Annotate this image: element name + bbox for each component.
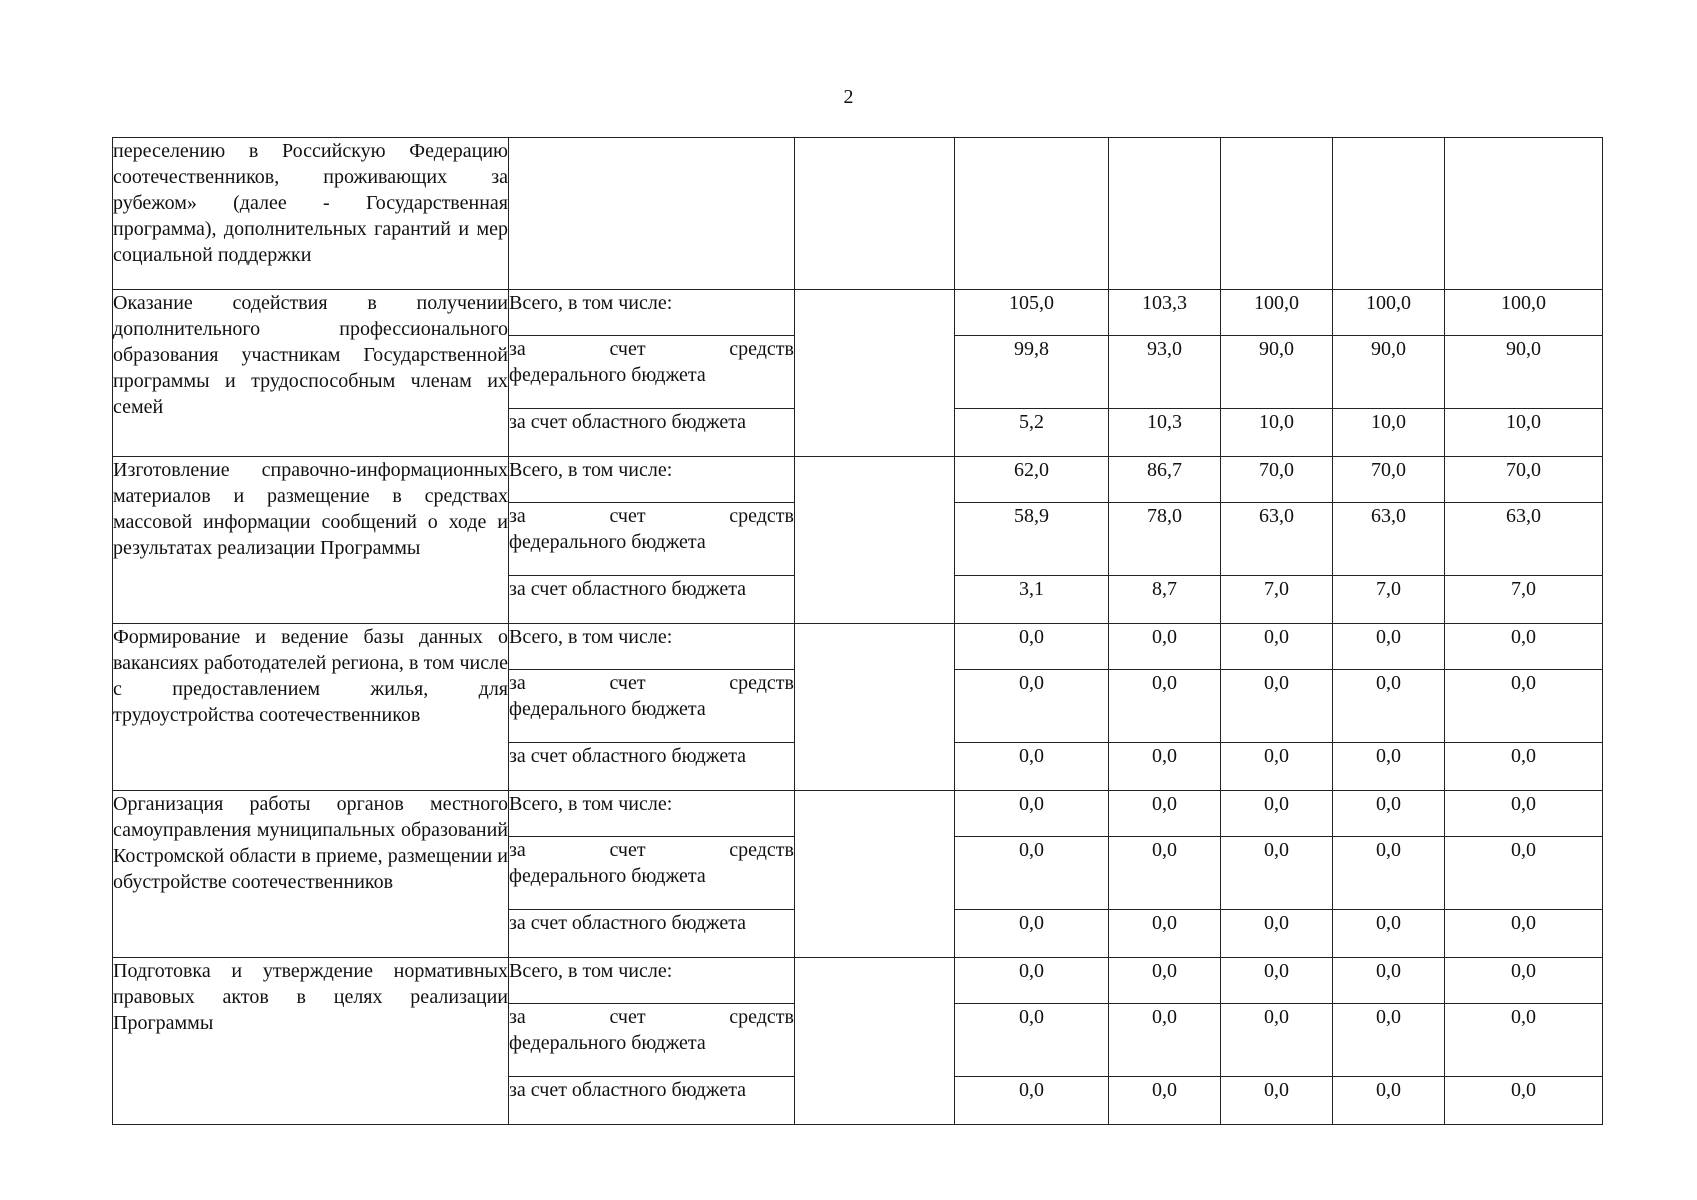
value-cell-federal: 0,0	[955, 837, 1109, 910]
table-row-total	[113, 624, 1603, 670]
table-body	[113, 138, 1603, 1125]
federal-label-word: за	[509, 672, 526, 694]
value-cell-regional: 0,0	[1221, 1077, 1333, 1125]
value-cell-regional: 10,0	[1445, 409, 1603, 457]
source-label-regional: за счет областного бюджета	[509, 743, 795, 791]
value-cell-regional: 0,0	[1333, 1077, 1445, 1125]
value-cell-regional: 0,0	[955, 1077, 1109, 1125]
federal-label-word: за	[509, 505, 526, 527]
value-cell-federal: 63,0	[1333, 503, 1445, 576]
federal-label-word: средств	[729, 672, 794, 694]
table-row-total	[113, 457, 1603, 503]
federal-label-word: средств	[729, 1006, 794, 1028]
value-cell-federal: 0,0	[955, 670, 1109, 743]
federal-label-line2: федерального бюджета	[509, 1032, 706, 1054]
value-cell-federal: 58,9	[955, 503, 1109, 576]
federal-label-word: средств	[729, 839, 794, 861]
value-cell-regional: 0,0	[955, 910, 1109, 958]
value-cell-total: 0,0	[1221, 958, 1333, 1004]
value-cell-regional: 0,0	[1445, 743, 1603, 791]
value-cell-federal: 63,0	[1445, 503, 1603, 576]
activity-description-cell: Организация работы органов местного самоуправления муниципальных образований Костромской области в приеме, размещении и обустройстве соотечественников	[113, 791, 509, 958]
value-cell-federal: 63,0	[1221, 503, 1333, 576]
value-cell-federal: 0,0	[1221, 670, 1333, 743]
value-cell-regional: 0,0	[1109, 1077, 1221, 1125]
source-label-total: Всего, в том числе:	[509, 290, 795, 336]
value-cell-total: 100,0	[1333, 290, 1445, 336]
value-cell-federal: 0,0	[1445, 670, 1603, 743]
value-cell-regional: 7,0	[1333, 576, 1445, 624]
value-cell-federal: 0,0	[1333, 670, 1445, 743]
empty-cell	[795, 958, 955, 1125]
value-cell-regional: 0,0	[1109, 910, 1221, 958]
value-cell-total: 0,0	[1109, 791, 1221, 837]
value-cell-federal: 90,0	[1333, 336, 1445, 409]
value-cell-regional: 0,0	[1109, 743, 1221, 791]
value-cell-total: 86,7	[1109, 457, 1221, 503]
empty-cell	[795, 138, 955, 290]
empty-cell	[1109, 138, 1221, 290]
value-cell-federal: 0,0	[1445, 1004, 1603, 1077]
federal-label-line2: федерального бюджета	[509, 865, 706, 887]
activity-description-cell: Оказание содействия в получении дополнительного профессионального образования участникам Государственной программы и трудоспособным членам их семей	[113, 290, 509, 457]
continued-description-cell: переселению в Российскую Федерацию соотечественников, проживающих за рубежом» (далее - Государственная программа), дополнительных гарантий и мер социальной поддержки	[113, 138, 509, 290]
value-cell-total: 0,0	[1333, 624, 1445, 670]
source-label-regional: за счет областного бюджета	[509, 1077, 795, 1125]
source-label-federal	[509, 670, 795, 743]
federal-label-word: счет	[609, 839, 646, 861]
page-number: 2	[843, 86, 854, 108]
value-cell-federal: 78,0	[1109, 503, 1221, 576]
value-cell-regional: 0,0	[1333, 743, 1445, 791]
value-cell-regional: 0,0	[1445, 910, 1603, 958]
empty-cell	[1221, 138, 1333, 290]
federal-label-word: средств	[729, 505, 794, 527]
value-cell-regional: 7,0	[1221, 576, 1333, 624]
value-cell-regional: 0,0	[955, 743, 1109, 791]
value-cell-total: 0,0	[1445, 958, 1603, 1004]
value-cell-total: 100,0	[1221, 290, 1333, 336]
value-cell-total: 105,0	[955, 290, 1109, 336]
source-label-federal	[509, 1004, 795, 1077]
value-cell-federal: 99,8	[955, 336, 1109, 409]
federal-label-word: за	[509, 839, 526, 861]
source-label-total: Всего, в том числе:	[509, 457, 795, 503]
value-cell-total: 62,0	[955, 457, 1109, 503]
value-cell-total: 70,0	[1333, 457, 1445, 503]
empty-cell	[795, 624, 955, 791]
value-cell-federal: 0,0	[1221, 837, 1333, 910]
value-cell-total: 70,0	[1221, 457, 1333, 503]
value-cell-total: 0,0	[1333, 791, 1445, 837]
source-label-regional: за счет областного бюджета	[509, 576, 795, 624]
source-label-federal	[509, 837, 795, 910]
federal-label-line2: федерального бюджета	[509, 698, 706, 720]
federal-label-word: средств	[729, 338, 794, 360]
value-cell-total: 0,0	[1445, 624, 1603, 670]
value-cell-regional: 7,0	[1445, 576, 1603, 624]
table-row-total	[113, 791, 1603, 837]
activity-description-cell: Подготовка и утверждение нормативных правовых актов в целях реализации Программы	[113, 958, 509, 1125]
empty-cell	[1445, 138, 1603, 290]
value-cell-total: 103,3	[1109, 290, 1221, 336]
funding-table	[112, 137, 1603, 1125]
federal-label-word: счет	[609, 505, 646, 527]
value-cell-total: 0,0	[1221, 624, 1333, 670]
federal-label-word: за	[509, 338, 526, 360]
value-cell-federal: 0,0	[1109, 1004, 1221, 1077]
table-row-total	[113, 290, 1603, 336]
empty-cell	[509, 138, 795, 290]
value-cell-federal: 90,0	[1221, 336, 1333, 409]
federal-label-word: счет	[609, 672, 646, 694]
value-cell-total: 0,0	[1333, 958, 1445, 1004]
source-label-total: Всего, в том числе:	[509, 791, 795, 837]
value-cell-regional: 0,0	[1445, 1077, 1603, 1125]
value-cell-regional: 0,0	[1333, 910, 1445, 958]
value-cell-regional: 5,2	[955, 409, 1109, 457]
value-cell-total: 100,0	[1445, 290, 1603, 336]
federal-label-word: счет	[609, 1006, 646, 1028]
federal-label-line2: федерального бюджета	[509, 364, 706, 386]
value-cell-regional: 3,1	[955, 576, 1109, 624]
activity-description-cell: Формирование и ведение базы данных о вакансиях работодателей региона, в том числе с предоставлением жилья, для трудоустройства соотечественников	[113, 624, 509, 791]
value-cell-regional: 0,0	[1221, 910, 1333, 958]
value-cell-federal: 0,0	[1109, 837, 1221, 910]
value-cell-regional: 10,0	[1221, 409, 1333, 457]
empty-cell	[795, 290, 955, 457]
value-cell-total: 0,0	[1445, 791, 1603, 837]
activity-description-cell: Изготовление справочно-информационных материалов и размещение в средствах массовой информации сообщений о ходе и результатах реализации Программы	[113, 457, 509, 624]
source-label-federal	[509, 336, 795, 409]
value-cell-total: 0,0	[1109, 958, 1221, 1004]
empty-cell	[795, 791, 955, 958]
value-cell-federal: 0,0	[955, 1004, 1109, 1077]
value-cell-regional: 10,3	[1109, 409, 1221, 457]
federal-label-word: за	[509, 1006, 526, 1028]
value-cell-total: 0,0	[1109, 624, 1221, 670]
value-cell-federal: 0,0	[1445, 837, 1603, 910]
source-label-total: Всего, в том числе:	[509, 624, 795, 670]
source-label-federal	[509, 503, 795, 576]
value-cell-federal: 0,0	[1221, 1004, 1333, 1077]
source-label-regional: за счет областного бюджета	[509, 409, 795, 457]
value-cell-federal: 0,0	[1333, 1004, 1445, 1077]
value-cell-federal: 90,0	[1445, 336, 1603, 409]
value-cell-total: 0,0	[1221, 791, 1333, 837]
value-cell-total: 70,0	[1445, 457, 1603, 503]
value-cell-federal: 93,0	[1109, 336, 1221, 409]
federal-label-word: счет	[609, 338, 646, 360]
empty-cell	[795, 457, 955, 624]
federal-label-line2: федерального бюджета	[509, 531, 706, 553]
empty-cell	[1333, 138, 1445, 290]
value-cell-total: 0,0	[955, 958, 1109, 1004]
value-cell-total: 0,0	[955, 624, 1109, 670]
source-label-total: Всего, в том числе:	[509, 958, 795, 1004]
value-cell-total: 0,0	[955, 791, 1109, 837]
table-row-total	[113, 958, 1603, 1004]
source-label-regional: за счет областного бюджета	[509, 910, 795, 958]
value-cell-regional: 8,7	[1109, 576, 1221, 624]
table-row-continuation	[113, 138, 1603, 290]
empty-cell	[955, 138, 1109, 290]
value-cell-regional: 0,0	[1221, 743, 1333, 791]
value-cell-federal: 0,0	[1333, 837, 1445, 910]
value-cell-regional: 10,0	[1333, 409, 1445, 457]
value-cell-federal: 0,0	[1109, 670, 1221, 743]
